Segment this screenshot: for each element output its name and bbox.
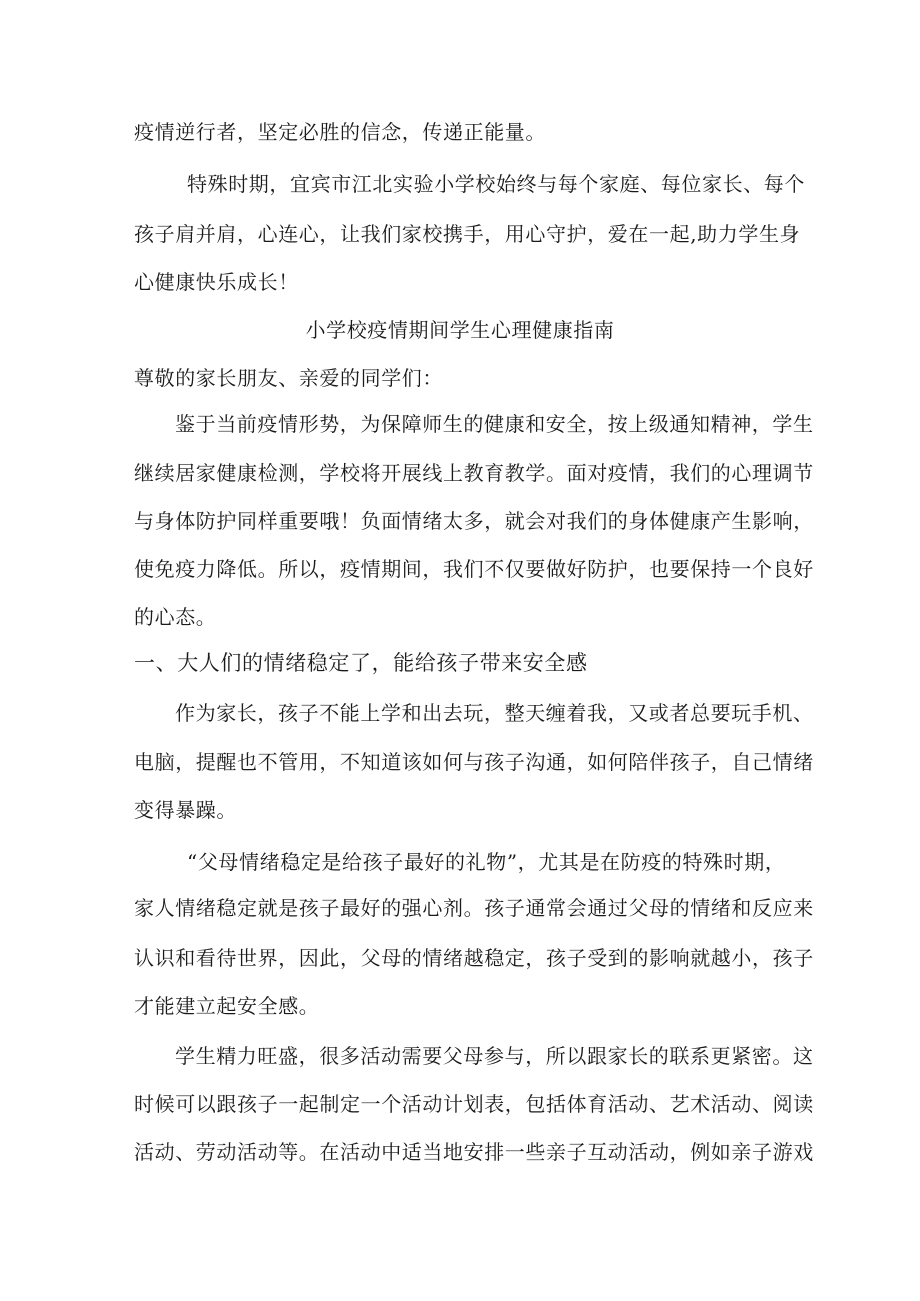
intro-paragraph-line-3: 心健康快乐成长！ [134, 270, 299, 294]
paragraph-1-line-1: 鉴于当前疫情形势，为保障师生的健康和安全，按上级通知精神，学生 [175, 412, 814, 436]
paragraph-4-line-2: 时候可以跟孩子一起制定一个活动计划表，包括体育活动、艺术活动、阅读 [134, 1092, 814, 1116]
section-1-heading: 一、大人们的情绪稳定了，能给孩子带来安全感 [134, 651, 588, 675]
paragraph-1-line-5: 的心态。 [134, 605, 217, 629]
greeting: 尊敬的家长朋友、亲爱的同学们： [134, 366, 443, 390]
paragraph-3-line-3: 认识和看待世界，因此，父母的情绪越稳定，孩子受到的影响就越小，孩子 [134, 946, 814, 970]
paragraph-1-line-4: 使免疫力降低。所以，疫情期间，我们不仅要做好防护，也要保持一个良好 [134, 557, 814, 581]
paragraph-3-line-1: “父母情绪稳定是给孩子最好的礼物”，尤其是在防疫的特殊时期， [187, 850, 786, 874]
paragraph-3-line-2: 家人情绪稳定就是孩子最好的强心剂。孩子通常会通过父母的情绪和反应来 [134, 896, 814, 920]
intro-paragraph-line-2: 孩子肩并肩，心连心，让我们家校携手，用心守护，爱在一起,助力学生身 [134, 222, 801, 246]
intro-paragraph-line-1: 特殊时期，宜宾市江北实验小学校始终与每个家庭、每位家长、每个 [187, 172, 805, 196]
paragraph-2-line-1: 作为家长，孩子不能上学和出去玩，整天缠着我，又或者总要玩手机、 [175, 701, 814, 725]
paragraph-3-line-4: 才能建立起安全感。 [134, 994, 320, 1018]
paragraph-2-line-2: 电脑，提醒也不管用，不知道该如何与孩子沟通，如何陪伴孩子，自己情绪 [134, 750, 814, 774]
paragraph-2-line-3: 变得暴躁。 [134, 798, 237, 822]
intro-line-1: 疫情逆行者，坚定必胜的信念，传递正能量。 [134, 120, 546, 144]
paragraph-4-line-1: 学生精力旺盛，很多活动需要父母参与，所以跟家长的联系更紧密。这 [175, 1044, 814, 1068]
paragraph-1-line-2: 继续居家健康检测，学校将开展线上教育教学。面对疫情，我们的心理调节 [134, 461, 814, 485]
paragraph-1-line-3: 与身体防护同样重要哦！负面情绪太多，就会对我们的身体健康产生影响， [134, 509, 814, 533]
paragraph-4-line-3: 活动、劳动活动等。在活动中适当地安排一些亲子互动活动，例如亲子游戏 [134, 1140, 814, 1164]
document-title: 小学校疫情期间学生心理健康指南 [305, 318, 615, 342]
